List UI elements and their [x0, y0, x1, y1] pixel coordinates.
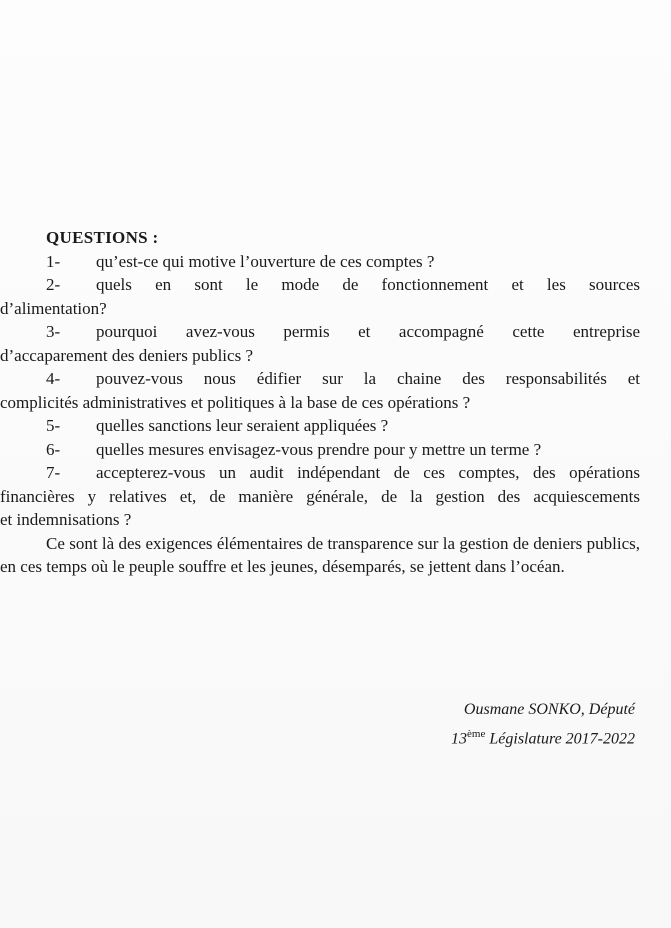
signature-name: Ousmane SONKO, Député	[463, 701, 635, 718]
closing-paragraph: Ce sont là des exigences élémentaires de transparence sur la gestion de deniers publics, en ces temps où le peuple souffre et les jeunes, désemparés, se jettent dans l’océan.	[0, 533, 640, 576]
question-text: quels en sont le mode de fonctionnement et les sources	[96, 275, 640, 294]
legislature-number: 13	[451, 730, 468, 748]
question-number: 3-	[46, 322, 61, 341]
question-1	[46, 250, 640, 274]
legislature-ordinal: ème	[467, 728, 486, 740]
legislature-label: Législature 2017-2022	[485, 730, 635, 748]
question-text: qu’est-ce qui motive l’ouverture de ces comptes ?	[96, 251, 435, 271]
question-7	[46, 461, 640, 485]
question-number: 7-	[46, 463, 61, 482]
questions-heading: QUESTIONS :	[46, 228, 159, 247]
question-3-continuation: d’accaparement des deniers publics ?	[0, 345, 253, 365]
question-3	[46, 320, 640, 344]
question-7-continuation-end: et indemnisations ?	[0, 510, 132, 529]
question-number: 4-	[46, 369, 61, 388]
question-text: pourquoi avez-vous permis et accompagné cette entreprise	[96, 322, 640, 341]
signature-legislature	[451, 722, 635, 751]
question-text: pouvez-vous nous édifier sur la chaine des responsabilités et	[96, 369, 640, 388]
question-7-continuation: financières y relatives et, de manière générale, de la gestion des acquiescements	[0, 486, 640, 506]
question-text: quelles mesures envisagez-vous prendre pour y mettre un terme ?	[96, 439, 542, 459]
question-number: 6-	[46, 439, 61, 459]
question-4-continuation: complicités administratives et politiques à la base de ces opérations ?	[0, 392, 471, 412]
question-2	[46, 273, 640, 297]
question-number: 2-	[46, 275, 61, 294]
question-text: accepterez-vous un audit indépendant de ces comptes, des opérations	[96, 463, 640, 482]
question-text: quelles sanctions leur seraient appliquées ?	[96, 416, 389, 435]
question-6	[46, 438, 640, 462]
question-number: 5-	[46, 416, 61, 435]
document-body	[0, 226, 640, 579]
question-number: 1-	[46, 251, 61, 271]
question-5	[46, 414, 640, 438]
signature-block	[451, 697, 635, 751]
question-2-continuation: d’alimentation?	[0, 298, 107, 318]
question-4	[46, 367, 640, 391]
